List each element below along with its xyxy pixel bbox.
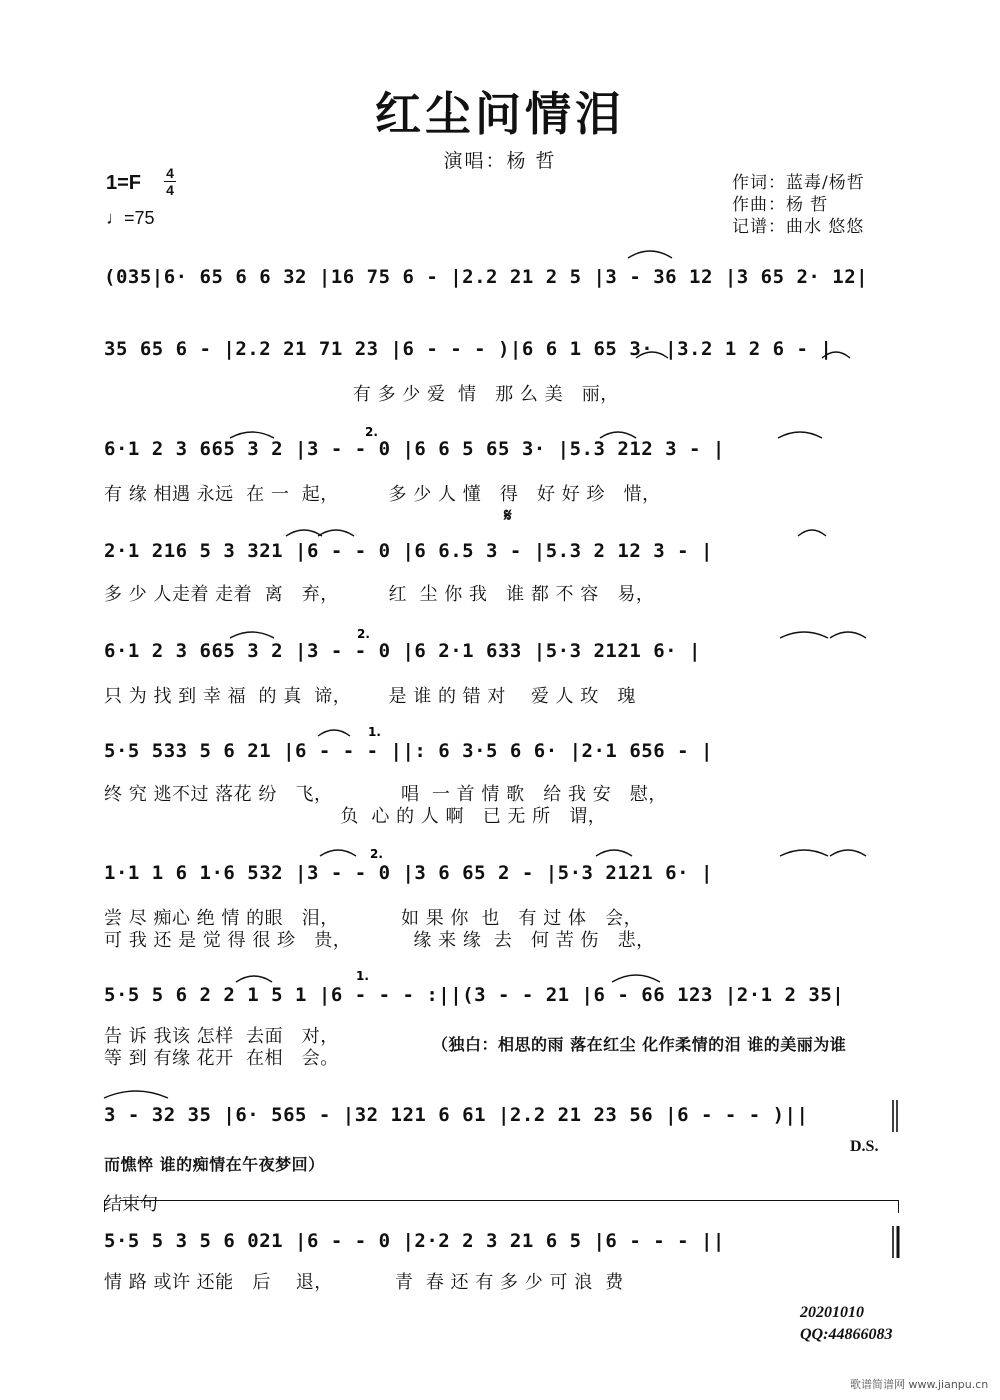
slur-mark: [822, 352, 850, 358]
slur-mark: [798, 530, 826, 536]
coda-label: 结束句: [104, 1194, 158, 1215]
slur-mark: [636, 352, 668, 358]
slur-mark: [596, 850, 632, 856]
music-line-1: (035|6· 65 6 6 32 |16 75 6 - |2.2 21 2 5 |3 - 36 12 |3 65 2· 12|: [104, 266, 869, 288]
lyric-line-10: 情 路 或许 还能 后 退， 青 春 还 有 多 少 可 浪 费: [104, 1272, 624, 1293]
slur-mark: [230, 432, 274, 438]
lyricist-credit: 作词：蓝毒/杨哲: [732, 173, 865, 193]
lyric-line-7: 尝 尽 痴心 绝 情 的眼 泪， 如 果 你 也 有 过 体 会，: [104, 908, 643, 929]
volta-1-mark: 1.: [368, 725, 381, 739]
slur-mark: [236, 976, 272, 982]
tempo-marking: ♩=75: [106, 208, 155, 228]
slur-mark: [286, 530, 322, 536]
music-line-5: 6·1 2 3 665 3 2 |3 - - 0 |6 2·1 633 |5·3 2121 6· |: [104, 640, 701, 662]
key-signature: 1=F: [106, 172, 142, 194]
composer-credit: 作曲：杨 哲: [732, 195, 829, 215]
time-signature-top: 4: [166, 165, 174, 181]
lyric-line-6: 终 究 逃不过 落花 纷 飞， 唱 一 首 情 歌 给 我 安 慰，: [104, 784, 667, 805]
slur-mark: [230, 632, 274, 638]
slur-mark: [320, 850, 356, 856]
slur-mark: [778, 432, 822, 438]
song-title: 红尘问情泪: [375, 87, 625, 141]
lyric-line-4: 多 少 人走着 走着 离 弃， 红 尘 你 我 谁 都 不 容 易，: [104, 584, 655, 605]
lyric-line-8: 告 诉 我该 怎样 去面 对，: [104, 1026, 339, 1047]
slur-mark: [830, 632, 866, 638]
music-line-7: 1·1 1 6 1·6 532 |3 - - 0 |3 6 65 2 - |5·3 2121 6· |: [104, 862, 713, 884]
music-line-6: 5·5 533 5 6 21 |6 - - - ||: 6 3·5 6 6· |2·1 656 - |: [104, 740, 713, 762]
site-watermark: 歌谱简谱网 www.jianpu.cn: [850, 1378, 989, 1391]
slur-mark: [600, 432, 636, 438]
monologue-text: （独白：相思的雨 落在红尘 化作柔情的泪 谁的美丽为谁: [432, 1035, 847, 1054]
music-line-3: 6·1 2 3 665 3 2 |3 - - 0 |6 6 5 65 3· |5.3 212 3 - |: [104, 438, 725, 460]
music-line-10: 5·5 5 3 5 6 021 |6 - - 0 |2·2 2 3 21 6 5 |6 - - - ||: [104, 1230, 725, 1252]
segno-sign: 𝄋: [504, 505, 512, 526]
volta-2-mark: 2.: [370, 847, 383, 861]
slur-mark: [780, 850, 828, 856]
lyric-line-6-verse-2: 负 心 的 人 啊 已 无 所 谓，: [104, 806, 607, 827]
slur-mark: [628, 251, 672, 258]
lyric-line-5: 只 为 找 到 幸 福 的 真 谛， 是 谁 的 错 对 爱 人 玫 瑰: [104, 686, 636, 707]
transcriber-credit: 记谱：曲水 悠悠: [732, 217, 865, 237]
volta-2-mark: 2.: [357, 627, 370, 641]
slur-mark: [780, 632, 828, 638]
time-signature-bottom: 4: [166, 182, 174, 198]
volta-2-mark: 2.: [365, 425, 378, 439]
lyric-line-7-verse-2: 可 我 还 是 觉 得 很 珍 贵， 缘 来 缘 去 何 苦 伤 悲，: [104, 930, 655, 951]
music-line-8: 5·5 5 6 2 2 1 5 1 |6 - - - :||(3 - - 21 |6 - 66 123 |2·1 2 35|: [104, 984, 845, 1006]
lyric-line-2: 有 多 少 爱 情 那 么 美 丽，: [104, 384, 619, 405]
slur-mark: [612, 975, 660, 982]
music-line-9: 3 - 32 35 |6· 565 - |32 121 6 61 |2.2 21 23 56 |6 - - - )||: [104, 1104, 809, 1126]
singer-credit: 演唱：杨 哲: [443, 150, 557, 172]
dal-segno-mark: D.S.: [850, 1138, 879, 1155]
lyric-line-8-verse-2: 等 到 有缘 花开 在相 会。: [104, 1048, 339, 1069]
slur-mark: [318, 530, 354, 536]
music-line-4: 2·1 216 5 3 321 |6 - - 0 |6 6.5 3 - |5.3 2 12 3 - |: [104, 540, 713, 562]
slur-mark: [830, 850, 866, 856]
slur-mark: [104, 1091, 168, 1098]
qq-contact: QQ:44866083: [800, 1326, 893, 1343]
slur-mark: [318, 730, 350, 736]
volta-1-mark: 1.: [356, 969, 369, 983]
music-line-2: 35 65 6 - |2.2 21 71 23 |6 - - - )|6 6 1 65 3· |3.2 1 2 6 - |: [104, 338, 833, 360]
transcription-date: 20201010: [800, 1304, 864, 1321]
lyric-line-3: 有 缘 相遇 永远 在 一 起， 多 少 人 懂 得 好 好 珍 惜，: [104, 484, 661, 505]
lyric-line-9: 而憔悴 谁的痴情在午夜梦回）: [104, 1155, 325, 1174]
